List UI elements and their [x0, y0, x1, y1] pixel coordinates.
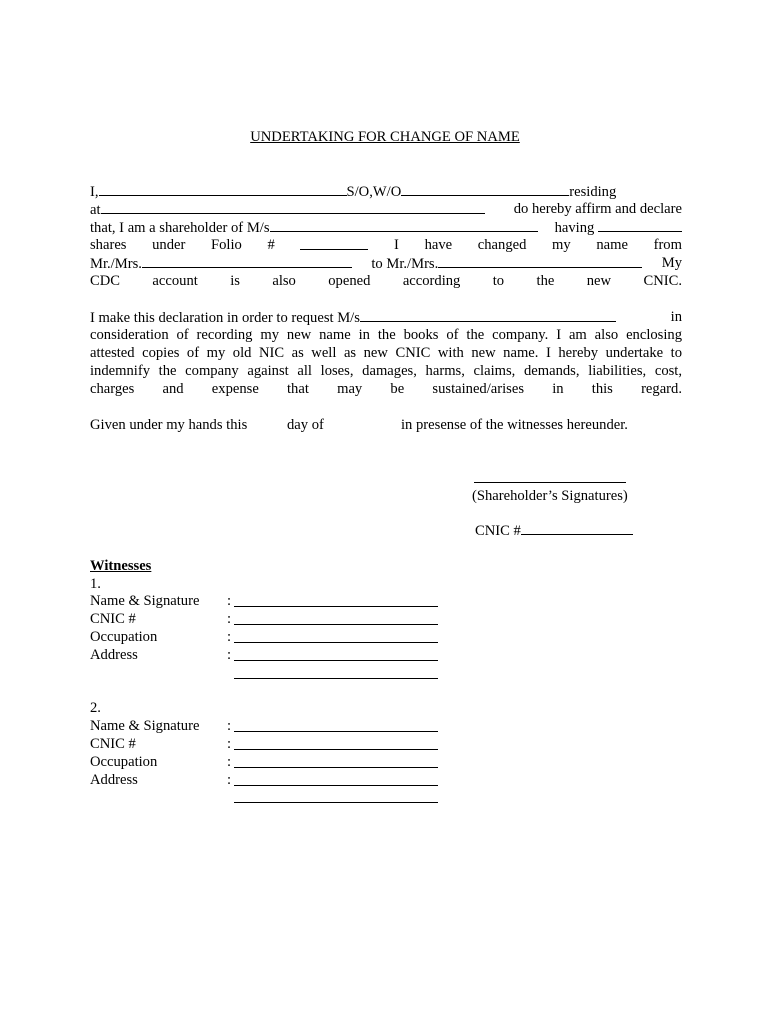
cnic-label [475, 521, 633, 540]
declaration-paragraph [90, 182, 682, 290]
word: Folio [211, 237, 242, 253]
row-label: Name & Signature [90, 718, 200, 734]
witness-1-occupation-line[interactable] [234, 642, 438, 643]
parent-name-blank[interactable] [401, 182, 569, 196]
witness-1-address-line[interactable] [234, 660, 438, 661]
para1-line-5 [90, 254, 682, 272]
word: have [424, 237, 453, 253]
colon: : [227, 718, 232, 734]
row-label: Address [90, 647, 138, 663]
witness-1-name-line[interactable] [234, 606, 438, 607]
document-title: UNDERTAKING FOR CHANGE OF NAME [250, 129, 520, 145]
word: # [267, 237, 275, 253]
cnic-label-text: CNIC # [475, 523, 521, 539]
para2-line-4: indemnify the company against all loses, damages, harms, claims, demands, liabilities, cost, [90, 363, 682, 379]
row-label: CNIC # [90, 611, 136, 627]
witness-1-address-line-2[interactable] [234, 678, 438, 679]
witness-2-occupation-line[interactable] [234, 767, 438, 768]
folio-blank[interactable] [300, 236, 368, 250]
text-at: at [90, 202, 101, 218]
colon: : [227, 736, 232, 752]
text-having: having [554, 220, 595, 236]
witness-2-address-line[interactable] [234, 785, 438, 786]
text-sowo: S/O,W/O [346, 184, 402, 200]
row-label: Address [90, 772, 138, 788]
signature-caption: (Shareholder’s Signatures) [472, 488, 628, 504]
witness-1-number: 1. [90, 576, 101, 592]
signature-line[interactable] [474, 482, 626, 483]
witnesses-heading: Witnesses [90, 558, 152, 574]
para2-line-3: attested copies of my old NIC as well as new CNIC with new name. I hereby undertake to [90, 345, 682, 361]
colon: : [227, 629, 232, 645]
text-residing: residing [569, 184, 617, 200]
text-request: I make this declaration in order to request M/s [90, 310, 360, 326]
text-affirm: do hereby affirm and declare [513, 201, 682, 217]
request-paragraph [90, 308, 682, 398]
row-label: CNIC # [90, 736, 136, 752]
witness-1-cnic-line[interactable] [234, 624, 438, 625]
para1-line-3 [90, 218, 682, 236]
colon: : [227, 754, 232, 770]
word: under [152, 237, 186, 253]
address-blank[interactable] [101, 200, 485, 214]
colon: : [227, 772, 232, 788]
request-company-blank[interactable] [360, 308, 616, 322]
witness-2-number: 2. [90, 700, 101, 716]
para1-line-4 [90, 236, 682, 254]
day-of-text: day of [287, 417, 324, 433]
row-label: Name & Signature [90, 593, 200, 609]
para1-line-1 [90, 182, 682, 200]
word: my [552, 237, 571, 253]
text-i: I, [90, 184, 99, 200]
para2-line-2: consideration of recording my new name in the books of the company. I am also enclosing [90, 327, 682, 343]
colon: : [227, 593, 232, 609]
colon: : [227, 647, 232, 663]
company-blank[interactable] [270, 218, 538, 232]
row-label: Occupation [90, 754, 158, 770]
presense-text: in presense of the witnesses hereunder. [401, 417, 628, 433]
shares-count-blank[interactable] [598, 218, 682, 232]
text-my: My [661, 255, 682, 271]
para2-line-1 [90, 308, 682, 326]
witness-2-name-line[interactable] [234, 731, 438, 732]
word: changed [477, 237, 527, 253]
witness-2-cnic-line[interactable] [234, 749, 438, 750]
shareholder-cnic-blank[interactable] [521, 521, 633, 535]
text-shareholder: that, I am a shareholder of M/s [90, 220, 270, 236]
row-label: Occupation [90, 629, 158, 645]
witness-2-address-line-2[interactable] [234, 802, 438, 803]
name-blank[interactable] [99, 182, 347, 196]
para1-line-2 [90, 200, 682, 218]
new-name-blank[interactable] [438, 254, 642, 268]
word: from [653, 237, 682, 253]
old-name-blank[interactable] [142, 254, 352, 268]
text-in: in [670, 309, 682, 325]
word: I [394, 237, 399, 253]
text-mr-mrs: Mr./Mrs. [90, 256, 142, 272]
para1-line-6: CDC account is also opened according to the new CNIC. [90, 273, 682, 289]
word: shares [90, 237, 127, 253]
given-text: Given under my hands this [90, 417, 248, 433]
colon: : [227, 611, 232, 627]
word: name [596, 237, 628, 253]
para2-line-5: charges and expense that may be sustained/arises in this regard. [90, 381, 682, 397]
text-to-mr-mrs: to Mr./Mrs. [371, 256, 439, 272]
